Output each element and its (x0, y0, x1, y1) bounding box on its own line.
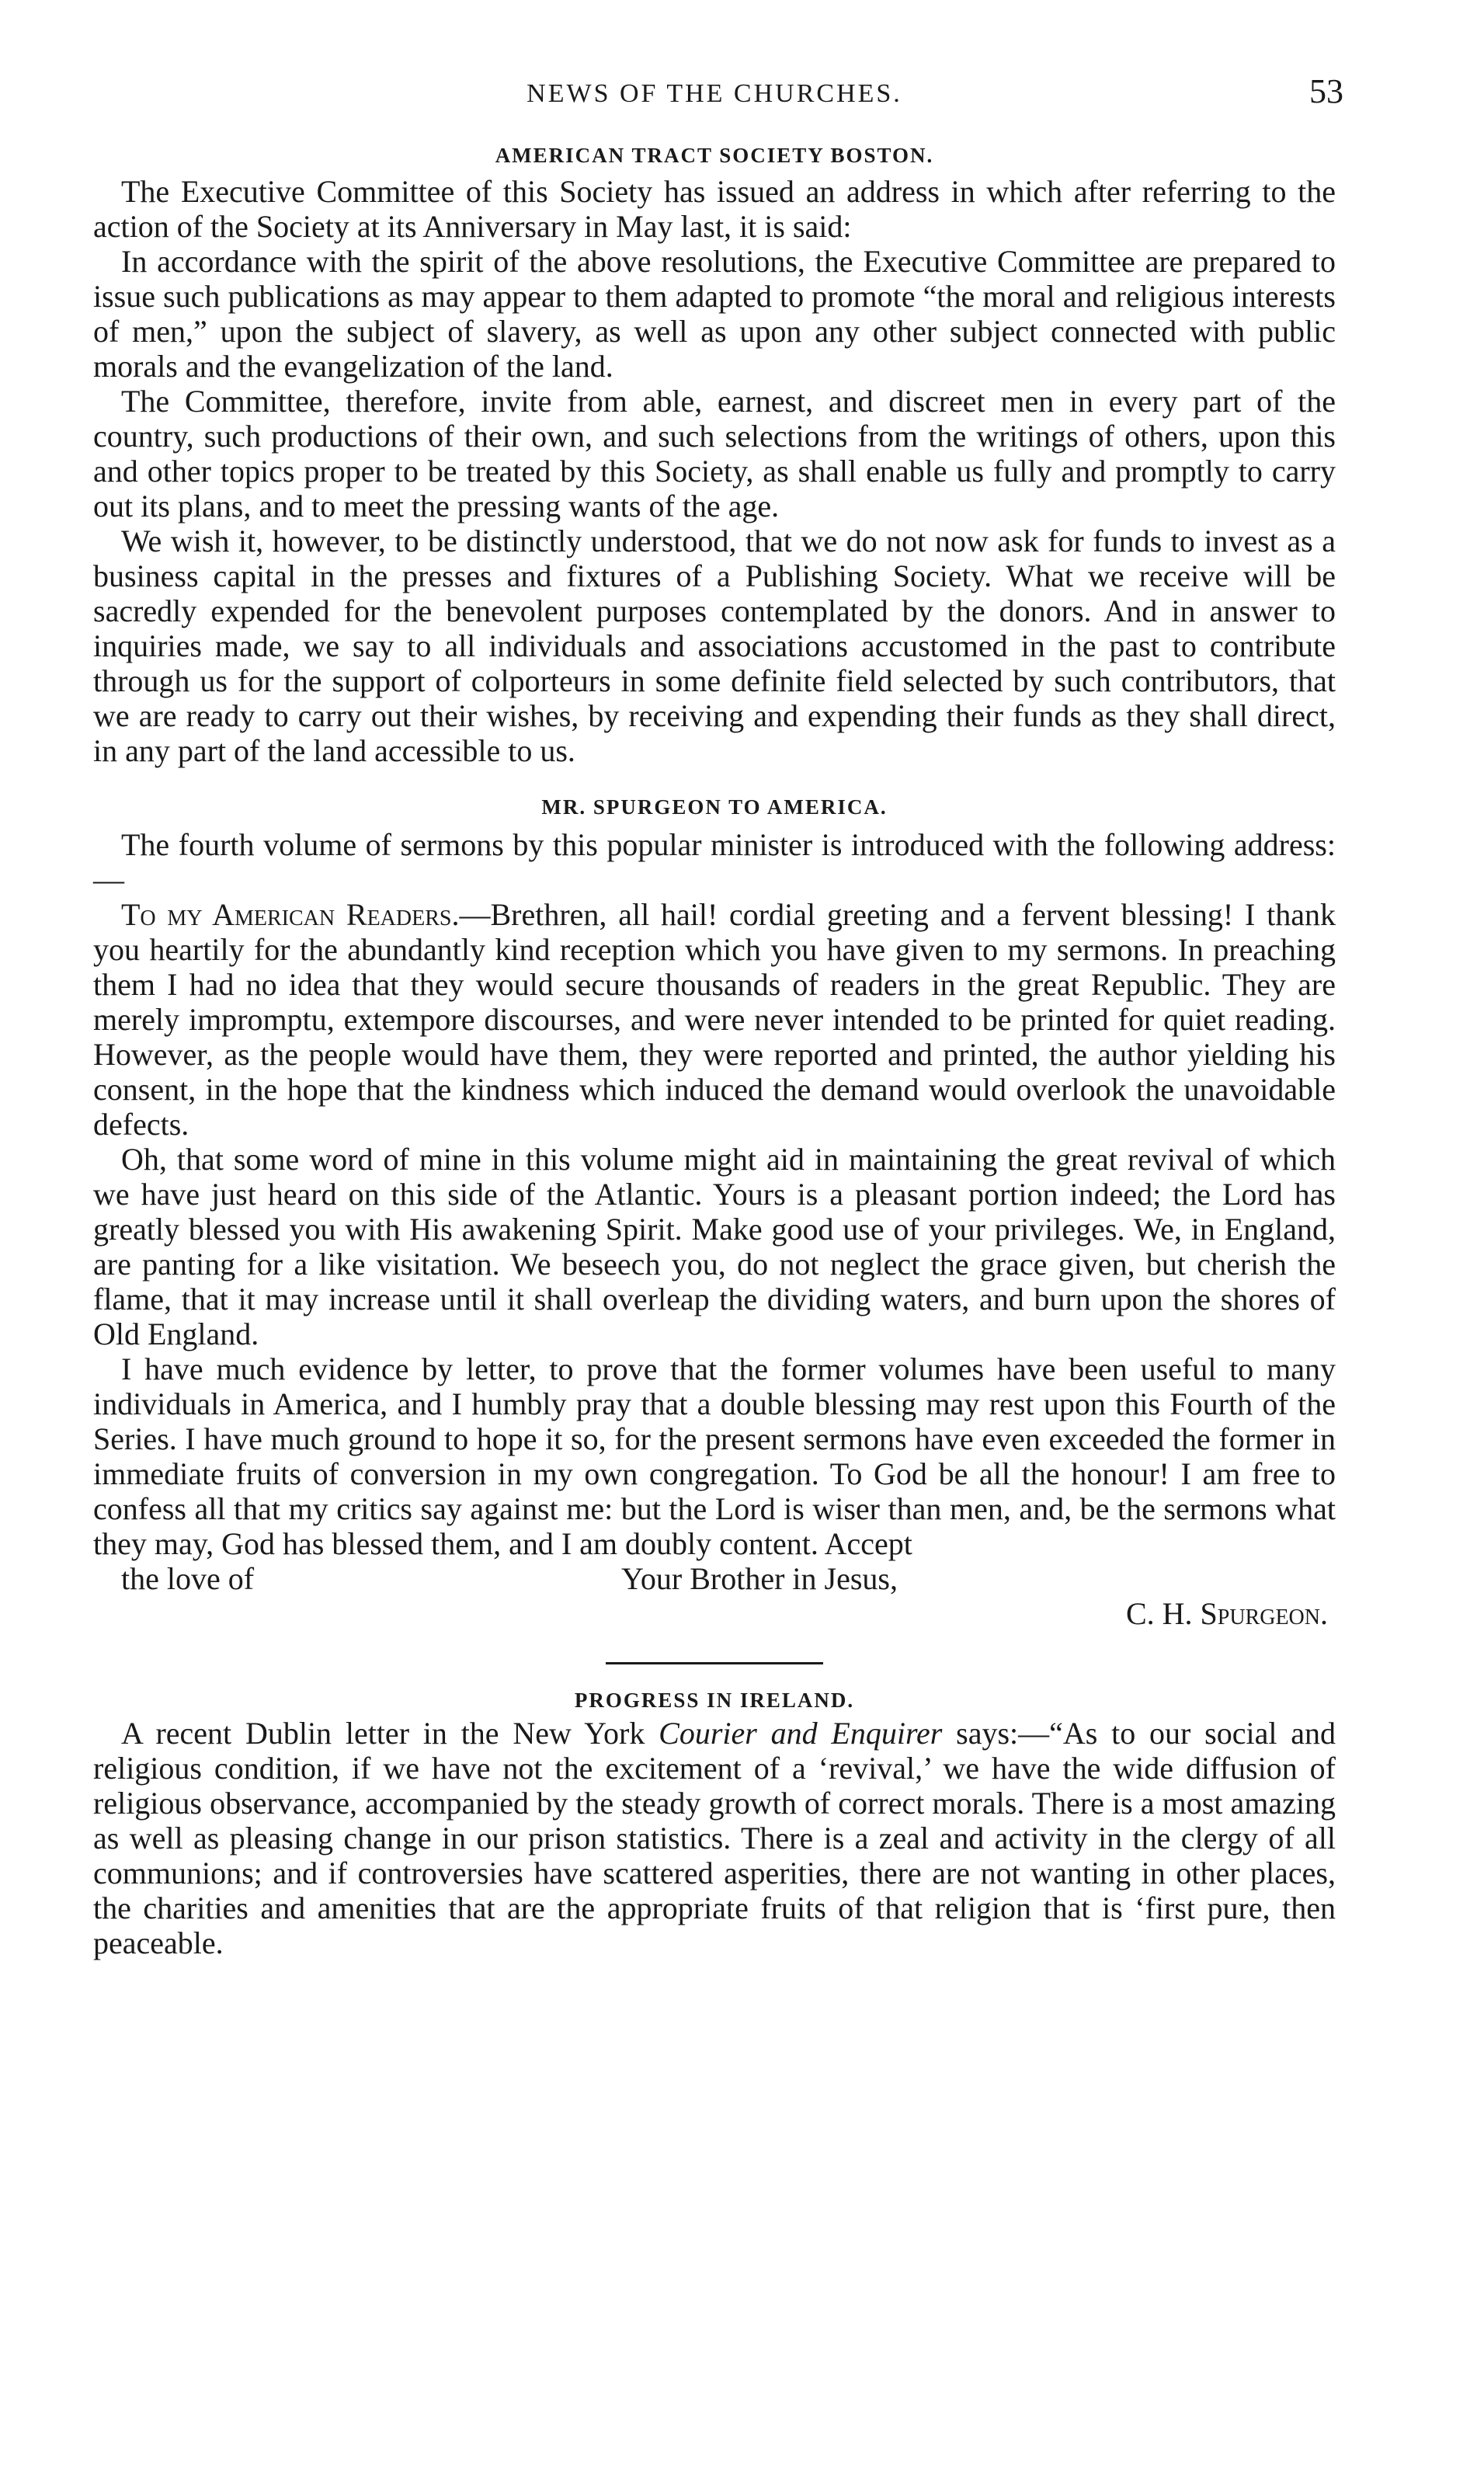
paragraph: In accordance with the spirit of the above resolutions, the Executive Committee are prepared to issue such publications as may appear to them adapted to promote “the moral and religious interests of men,” upon the subject of slavery, as well as upon any other subject connected with public morals and the evangelization of the land. (93, 244, 1336, 384)
address-paragraph (93, 897, 1336, 1142)
letter-signoff (93, 1561, 1336, 1631)
page-body (93, 140, 1336, 1960)
address-salutation: To my American Readers. (121, 897, 460, 932)
signature: C. H. Spurgeon. (1125, 1596, 1328, 1631)
paragraph: The fourth volume of sermons by this popular minister is introduced with the following address:— (93, 827, 1336, 897)
paragraph (93, 1716, 1336, 1960)
paragraph: The Committee, therefore, invite from able, earnest, and discreet men in every part of the country, such productions of their own, and such selections from the writings of others, upon this and other topics proper to be treated by this Society, as shall enable us fully and promptly to carry out its plans, and to meet the pressing wants of the age. (93, 384, 1336, 523)
section-heading: MR. SPURGEON TO AMERICA. (541, 795, 888, 819)
newspaper-title: Courier and Enquirer (659, 1716, 943, 1751)
paragraph-text: says:—“As to our social and religious condition, if we have not the excitement of a ‘revival,’ we have the wide diffusion of religious observance, accompanied by the steady growth of correct morals. There is a most amazing as well as pleasing change in our prison statistics. There is a zeal and activity in the clergy of all communions; and if controversies have scattered asperities, there are not wanting in other places, the charities and amenities that are the appropriate fruits of that religion that is ‘first pure, then peaceable. (93, 1716, 1336, 1960)
paragraph: I have much evidence by letter, to prove that the former volumes have been useful to many individuals in America, and I humbly pray that a double blessing may rest upon this Fourth of the Series. I have much ground to hope it so, for the present sermons have even exceeded the former in immediate fruits of conversion in my own congregation. To God be all the honour! I am free to confess all that my critics say against me: but the Lord is wiser than men, and, be the sermons what they may, God has blessed them, and I am doubly content. Accept (93, 1351, 1336, 1561)
salutation: the love of (121, 1561, 255, 1596)
page-number: 53 (1309, 72, 1343, 110)
closing: Your Brother in Jesus, (621, 1561, 898, 1596)
section-heading: PROGRESS IN IRELAND. (574, 1689, 855, 1712)
running-head (85, 72, 1343, 121)
section-heading: AMERICAN TRACT SOCIETY BOSTON. (495, 144, 934, 167)
section-ireland (93, 1685, 1336, 1960)
paragraph: Oh, that some word of mine in this volume might aid in maintaining the great revival of which we have just heard on this side of the Atlantic. Yours is a pleasant portion indeed; the Lord has greatly blessed you with His awakening Spirit. Make good use of your privileges. We, in England, are panting for a like visitation. We beseech you, do not neglect the grace given, but cherish the flame, that it may increase until it shall overleap the dividing waters, and burn upon the shores of Old England. (93, 1142, 1336, 1351)
running-title: NEWS OF THE CHURCHES. (527, 79, 902, 108)
paragraph: The Executive Committee of this Society has issued an address in which after referring to the action of the Society at its Anniversary in May last, it is said: (93, 174, 1336, 244)
section-spurgeon (93, 791, 1336, 1664)
section-divider (606, 1662, 823, 1664)
paragraph-text: A recent Dublin letter in the New York (121, 1716, 659, 1751)
address-text: —Brethren, all hail! cordial greeting and a fervent blessing! I thank you heartily for the abundantly kind reception which you have given to my sermons. In preaching them I had no idea that they would secure thousands of readers in the great Republic. They are merely impromptu, extempore discourses, and were never intended to be printed for quiet reading. However, as the people would have them, they were reported and printed, the author yielding his consent, in the hope that the kindness which induced the demand would overlook the unavoidable defects. (93, 897, 1336, 1142)
section-tract-society (93, 140, 1336, 768)
paragraph: We wish it, however, to be distinctly understood, that we do not now ask for funds to invest as a business capital in the presses and fixtures of a Publishing Society. What we receive will be sacredly expended for the benevolent purposes contemplated by the donors. And in answer to inquiries made, we say to all individuals and associations accustomed in the past to contribute through us for the support of colporteurs in some definite field selected by such contributors, that we are ready to carry out their wishes, by receiving and expending their funds as they shall direct, in any part of the land accessible to us. (93, 523, 1336, 768)
